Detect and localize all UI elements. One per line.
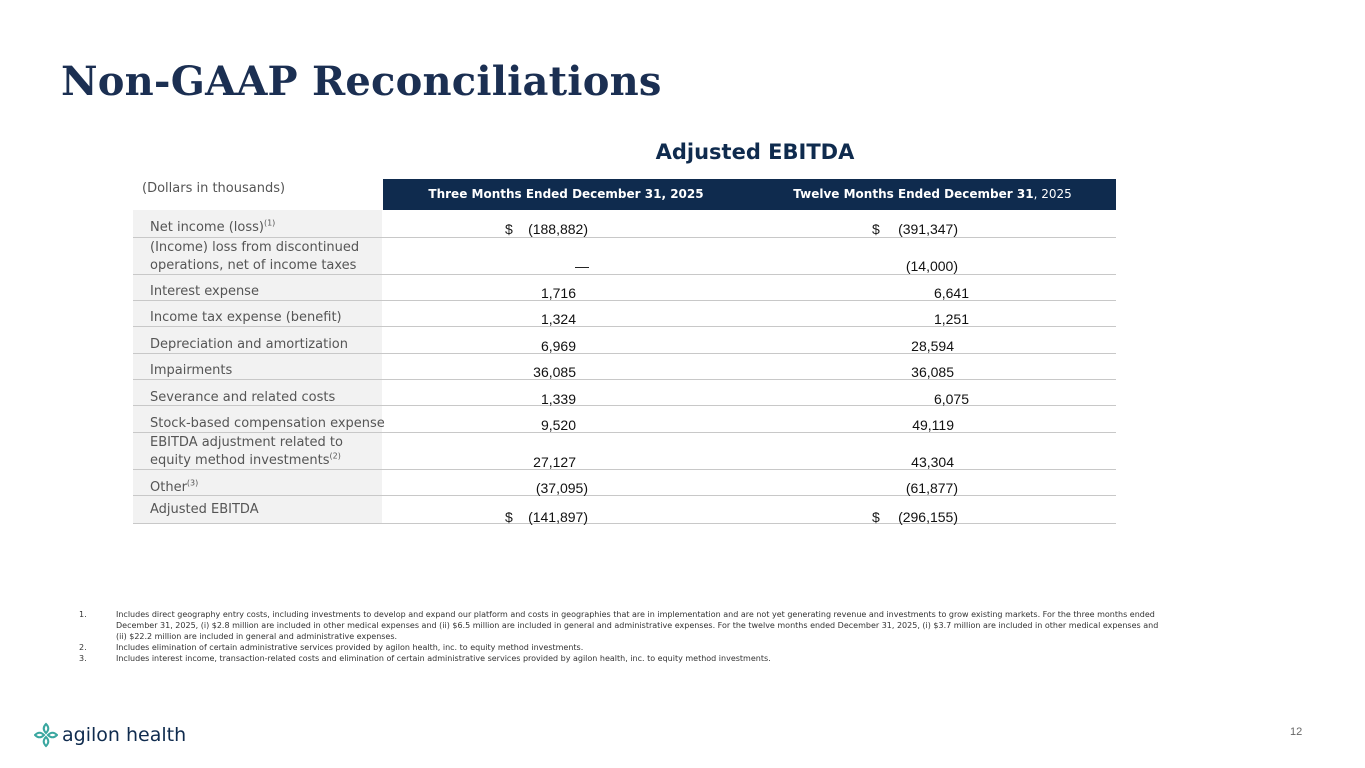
value-twelve-months: 49,119	[912, 417, 954, 433]
row-label: Impairments	[150, 363, 233, 378]
row-label: Depreciation and amortization	[150, 337, 348, 352]
value-three-months: 1,324	[540, 311, 576, 327]
table-row	[133, 301, 1116, 327]
value-twelve-months: 6,075	[933, 391, 969, 407]
footnote: 3. Includes interest income, transaction-related costs and elimination of certain administrative services provided by agilon health, inc. to equity method investments.	[79, 654, 771, 663]
value-twelve-months: 36,085	[911, 364, 954, 380]
table-row	[133, 380, 1116, 406]
page-number: 12	[1290, 726, 1303, 738]
col-header-twelve-months: Twelve Months Ended December 31, 2025	[793, 187, 1072, 201]
row-label: Severance and related costs	[150, 390, 336, 405]
dollar-sign: $	[872, 509, 880, 525]
table-row	[133, 433, 1116, 470]
value-three-months: 36,085	[533, 364, 576, 380]
value-twelve-months: 6,641	[933, 285, 969, 301]
logo-text: agilon health	[62, 724, 187, 746]
value-twelve-months: (296,155)	[898, 509, 958, 525]
dollar-sign: $	[505, 509, 513, 525]
value-three-months: 1,339	[540, 391, 576, 407]
row-label: Income tax expense (benefit)	[150, 310, 342, 325]
page-title: Non-GAAP Reconciliations	[61, 58, 662, 105]
dollar-sign: $	[505, 221, 513, 237]
table-row	[133, 406, 1116, 433]
units-label: (Dollars in thousands)	[142, 181, 286, 196]
table-title: Adjusted EBITDA	[655, 140, 855, 164]
value-three-months: —	[575, 258, 589, 274]
value-three-months: (188,882)	[528, 221, 588, 237]
col-header-three-months: Three Months Ended December 31, 2025	[428, 187, 704, 201]
table-row	[133, 470, 1116, 496]
table-row	[133, 354, 1116, 380]
row-label: Interest expense	[150, 284, 259, 299]
value-three-months: 6,969	[540, 338, 576, 354]
company-logo	[34, 722, 186, 748]
table-row	[133, 238, 1116, 275]
table-row-total	[133, 496, 1116, 524]
value-twelve-months: (391,347)	[898, 221, 958, 237]
footnote: 1. Includes direct geography entry costs, including investments to develop and expand our platform and costs in geographies that are in implementation and are not yet generating revenue and investments to grow existing markets. For the three months ended December 31, 2025, (i) $2.8 million are included in other medical expenses and (ii) $6.5 million are included in general and administrative expenses. For the twelve months ended December 31, 2025, (i) $3.7 million are included in other medical expenses and (ii) $22.2 million are included in general and administrative expenses.	[79, 610, 1159, 641]
value-three-months: 27,127	[533, 454, 576, 470]
row-label: EBITDA adjustment related to equity method investments$^{(2)}$	[150, 435, 343, 468]
value-twelve-months: (14,000)	[905, 258, 958, 274]
dollar-sign: $	[872, 221, 880, 237]
footnotes	[79, 609, 1159, 664]
row-label: Adjusted EBITDA	[150, 502, 259, 517]
value-twelve-months: 28,594	[911, 338, 954, 354]
value-three-months: (141,897)	[528, 509, 588, 525]
table-row	[133, 327, 1116, 354]
value-three-months: 9,520	[540, 417, 576, 433]
row-label: Stock-based compensation expense	[150, 416, 385, 431]
footnote: 2. Includes elimination of certain administrative services provided by agilon health, inc. to equity method investments.	[79, 643, 584, 652]
value-twelve-months: 1,251	[933, 311, 969, 327]
value-twelve-months: 43,304	[911, 454, 954, 470]
table-row	[133, 275, 1116, 301]
row-label: (Income) loss from discontinued operations, net of income taxes	[150, 240, 360, 273]
agilon-logo-icon	[34, 722, 58, 748]
row-label: Net income (loss)$^{(1)}$	[150, 218, 276, 235]
value-three-months: 1,716	[540, 285, 576, 301]
row-label: Other$^{(3)}$	[150, 478, 199, 495]
value-three-months: (37,095)	[535, 480, 588, 496]
table-row	[133, 210, 1116, 238]
value-twelve-months: (61,877)	[905, 480, 958, 496]
